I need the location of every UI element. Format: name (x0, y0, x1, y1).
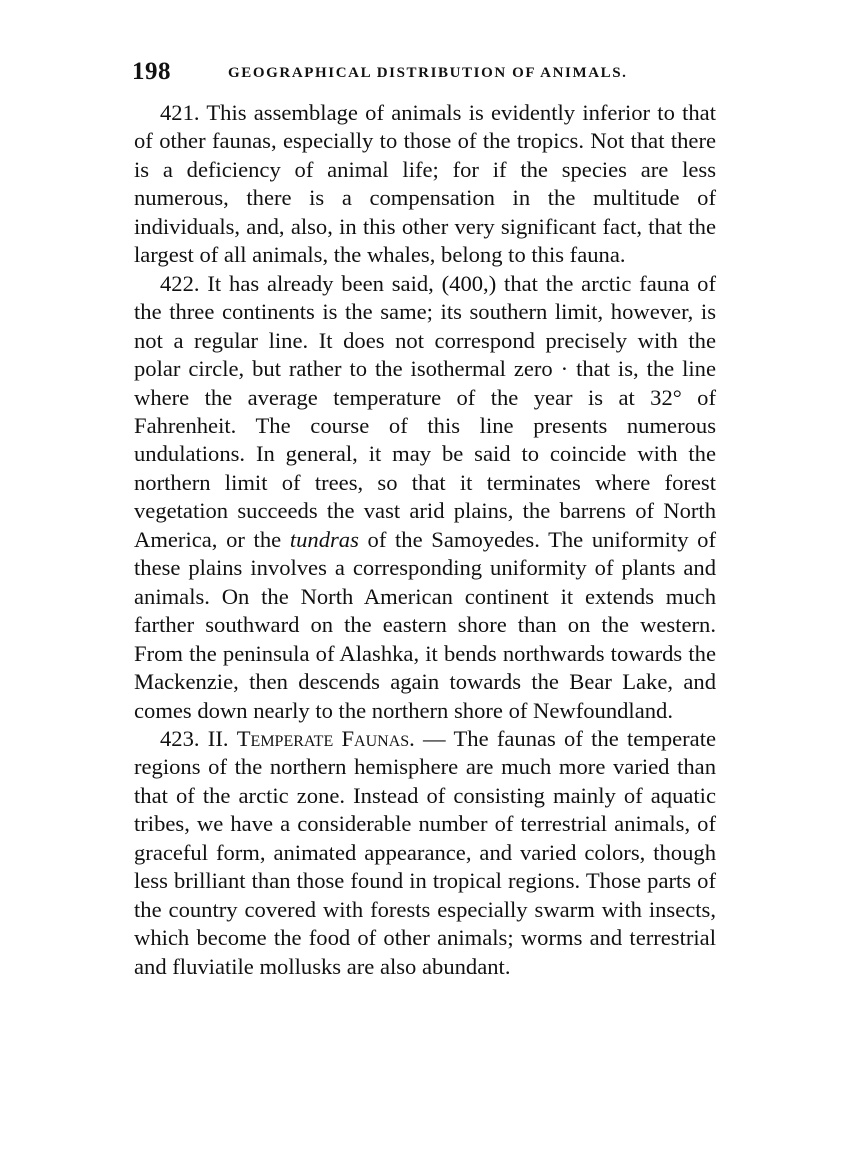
paragraph-number: 421. (160, 100, 200, 125)
italic-term: tundras (289, 526, 359, 552)
paragraph-text-continued: of the Samoyedes. The uniformity of these plains involves a corresponding uniformity of plants and animals. On the North American continent it extends much farther southward on the eastern shore than on the western. From the peninsula of Alashka, it bends northwards towards the Mackenzie, then descends again towards the Bear Lake, and comes down nearly to the northern shore of Newfoundland. (134, 526, 716, 723)
paragraph-422 (134, 270, 716, 725)
page-header (132, 58, 717, 90)
page-number: 198 (132, 58, 171, 85)
paragraph-number: 423. (160, 725, 200, 751)
paragraph-423 (134, 725, 716, 981)
section-numeral: II. (207, 725, 229, 751)
paragraph-text: It has already been said, (400,) that the arctic fauna of the three continents is the same; its southern limit, however, is not a regular line. It does not correspond precisely with the polar circle, but rather to the isothermal zero · that is, the line where the average temperature of the year is at 32° of Fahrenheit. The course of this line presents numerous undulations. In general, it may be said to coincide with the northern limit of trees, so that it terminates where forest vegetation succeeds the vast arid plains, the barrens of North America, or the (134, 270, 716, 552)
paragraph-text: This assemblage of animals is evidently inferior to that of other faunas, especially to those of the tropics. Not that there is a deficiency of animal life; for if the species are less numerous, there is a compensation in the multitude of individuals, and, also, in this other very significant fact, that the largest of all animals, the whales, belong to this fauna. (134, 100, 716, 268)
paragraph-number: 422. (160, 270, 200, 296)
em-dash: — (423, 725, 446, 751)
paragraph-text: The faunas of the temperate regions of the northern hemisphere are much more varied than that of the arctic zone. Instead of consisting mainly of aquatic tribes, we have a considerable number of terrestrial animals, of graceful form, animated appearance, and varied colors, though less brilliant than those found in tropical regions. Those parts of the country covered with forests especially swarm with insects, which become the food of other animals; worms and terrestrial and fluviatile mollusks are also abundant. (134, 725, 717, 979)
running-title: GEOGRAPHICAL DISTRIBUTION OF ANIMALS. (228, 65, 628, 81)
paragraph-421 (134, 99, 716, 270)
body-text (134, 99, 716, 981)
section-heading: Temperate Faunas. (236, 725, 415, 751)
